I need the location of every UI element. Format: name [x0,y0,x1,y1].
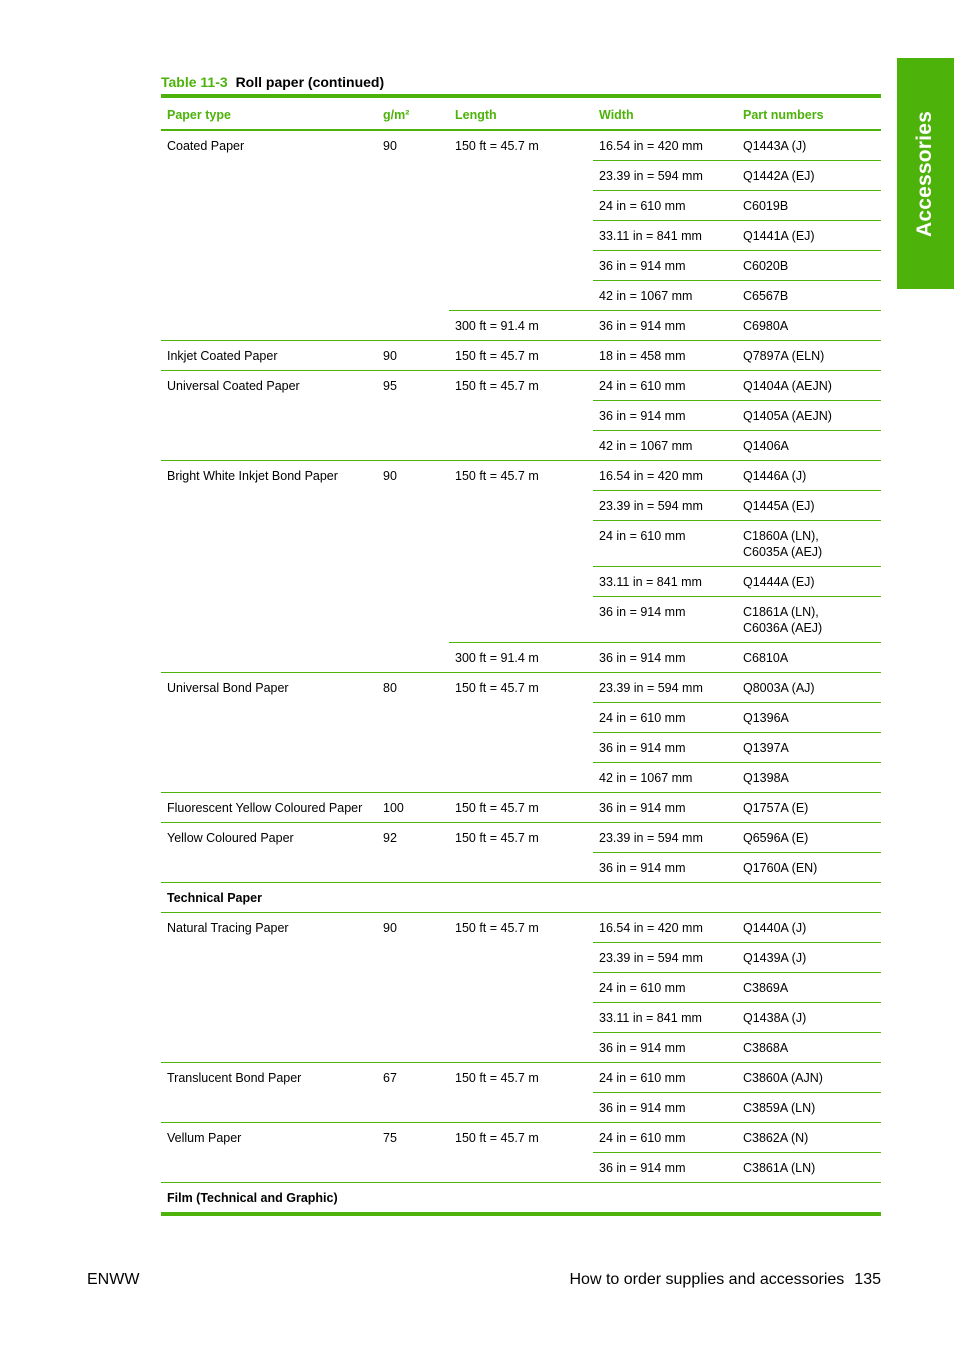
part-number-cell [737,490,881,520]
part-number: C6810A [743,650,789,665]
section-tab [897,58,954,289]
paper-type-cell: Inkjet Coated Paper [161,340,377,370]
part-number-cell [737,1032,881,1062]
part-number-cell [737,1122,881,1152]
part-number: Q1445A (EJ) [743,498,815,513]
table-row [161,822,881,852]
width-cell: 24 in = 610 mm [593,1062,737,1092]
part-number-cell [737,520,881,566]
part-number: C3861A (LN) [743,1160,816,1175]
length-cell: 150 ft = 45.7 m [449,912,593,1062]
part-number: C3869A [743,980,789,995]
length-cell: 300 ft = 91.4 m [449,642,593,672]
paper-type-cell: Universal Bond Paper [161,672,377,792]
part-number-cell [737,130,881,160]
width-cell: 33.11 in = 841 mm [593,1002,737,1032]
part-number: Q1446A (J) [743,468,807,483]
length-cell: 150 ft = 45.7 m [449,672,593,792]
width-cell: 42 in = 1067 mm [593,280,737,310]
table-row [161,130,881,160]
length-cell: 150 ft = 45.7 m [449,822,593,882]
part-number: Q1442A (EJ) [743,168,815,183]
section-row [161,1182,881,1212]
weight-cell: 90 [377,130,449,340]
weight-cell: 90 [377,460,449,672]
weight-cell: 75 [377,1122,449,1182]
part-number: Q1439A (J) [743,950,807,965]
width-cell: 24 in = 610 mm [593,702,737,732]
paper-type-cell: Natural Tracing Paper [161,912,377,1062]
width-cell: 24 in = 610 mm [593,370,737,400]
part-number-cell [737,1002,881,1032]
table-row [161,672,881,702]
part-number: Q1444A (EJ) [743,574,815,589]
part-number-cell [737,792,881,822]
part-number-cell [737,732,881,762]
part-number: C6567B [743,288,789,303]
paper-type-cell: Universal Coated Paper [161,370,377,460]
part-number-cell [737,250,881,280]
part-number-cell [737,340,881,370]
table-row [161,460,881,490]
part-number-cell [737,430,881,460]
length-cell: 150 ft = 45.7 m [449,792,593,822]
length-cell: 150 ft = 45.7 m [449,130,593,310]
width-cell: 36 in = 914 mm [593,310,737,340]
part-number-cell [737,460,881,490]
part-number: Q1440A (J) [743,920,807,935]
section-row [161,882,881,912]
paper-type-cell: Coated Paper [161,130,377,340]
weight-cell: 90 [377,340,449,370]
width-cell: 23.39 in = 594 mm [593,822,737,852]
width-cell: 36 in = 914 mm [593,1152,737,1182]
width-cell: 23.39 in = 594 mm [593,490,737,520]
table-row [161,340,881,370]
length-cell: 150 ft = 45.7 m [449,1122,593,1182]
table-title: Roll paper (continued) [235,74,385,90]
part-number-cell [737,370,881,400]
table-bottom-rule [161,1212,881,1216]
width-cell: 36 in = 914 mm [593,852,737,882]
length-cell: 300 ft = 91.4 m [449,310,593,340]
width-cell: 24 in = 610 mm [593,520,737,566]
part-number: Q1396A [743,710,789,725]
page-number: 135 [854,1271,881,1288]
part-number: Q1406A [743,438,789,453]
part-number: C3859A (LN) [743,1100,816,1115]
footer-right [569,1271,881,1289]
width-cell: 16.54 in = 420 mm [593,912,737,942]
part-number: Q6596A (E) [743,830,809,845]
width-cell: 23.39 in = 594 mm [593,160,737,190]
width-cell: 24 in = 610 mm [593,972,737,1002]
length-cell: 150 ft = 45.7 m [449,1062,593,1122]
weight-cell: 95 [377,370,449,460]
header-paper-type: Paper type [161,98,377,130]
header-part-numbers: Part numbers [737,98,881,130]
part-number: Q1443A (J) [743,139,807,153]
part-number: Q1757A (E) [743,800,809,815]
part-number: Q1405A (AEJN) [743,408,832,423]
part-number-cell [737,190,881,220]
part-number-cell [737,762,881,792]
part-number-cell [737,280,881,310]
width-cell: 42 in = 1067 mm [593,430,737,460]
part-number-cell [737,1152,881,1182]
part-number-cell [737,942,881,972]
part-number: C3868A [743,1040,789,1055]
weight-cell: 67 [377,1062,449,1122]
width-cell: 36 in = 914 mm [593,792,737,822]
part-number-cell [737,852,881,882]
part-number: C6020B [743,258,789,273]
table-row [161,370,881,400]
footer-chapter-title: How to order supplies and accessories [569,1271,845,1288]
width-cell: 23.39 in = 594 mm [593,672,737,702]
table-row [161,1062,881,1092]
length-cell: 150 ft = 45.7 m [449,340,593,370]
table-row [161,1122,881,1152]
part-number: Q1438A (J) [743,1010,807,1025]
width-cell: 36 in = 914 mm [593,400,737,430]
part-number-cell [737,1092,881,1122]
part-number: C3862A (N) [743,1130,809,1145]
paper-type-cell: Yellow Coloured Paper [161,822,377,882]
part-number: C6019B [743,198,789,213]
width-cell: 36 in = 914 mm [593,250,737,280]
part-number-cell [737,160,881,190]
part-number-cell [737,1062,881,1092]
width-cell: 33.11 in = 841 mm [593,220,737,250]
header-width: Width [593,98,737,130]
part-number-cell [737,596,881,642]
roll-paper-table [161,94,881,1216]
part-number: Q1404A (AEJN) [743,378,832,393]
part-number-cell [737,310,881,340]
footer-left: ENWW [87,1271,140,1288]
table-header-row [161,98,881,130]
part-number-cell [737,642,881,672]
part-number: Q7897A (ELN) [743,348,825,363]
width-cell: 36 in = 914 mm [593,732,737,762]
weight-cell: 90 [377,912,449,1062]
width-cell: 36 in = 914 mm [593,1092,737,1122]
length-cell: 150 ft = 45.7 m [449,460,593,642]
part-number-cell [737,822,881,852]
part-number-cell [737,912,881,942]
part-number-cell [737,702,881,732]
paper-type-cell: Bright White Inkjet Bond Paper [161,460,377,672]
weight-cell: 80 [377,672,449,792]
part-number: Q1398A [743,770,789,785]
width-cell: 18 in = 458 mm [593,340,737,370]
part-number-secondary: C6036A (AEJ) [743,620,823,635]
section-heading: Technical Paper [161,882,881,912]
header-length: Length [449,98,593,130]
width-cell: 42 in = 1067 mm [593,762,737,792]
table-row [161,912,881,942]
weight-cell: 92 [377,822,449,882]
width-cell: 36 in = 914 mm [593,596,737,642]
length-cell: 150 ft = 45.7 m [449,370,593,460]
width-cell: 24 in = 610 mm [593,1122,737,1152]
weight-cell: 100 [377,792,449,822]
part-number-secondary: C6035A (AEJ) [743,544,823,559]
part-number-cell [737,220,881,250]
part-number: Q1397A [743,740,789,755]
width-cell: 24 in = 610 mm [593,190,737,220]
section-tab-label: Accessories [913,111,936,237]
part-number: C1860A (LN), [743,528,819,543]
width-cell: 16.54 in = 420 mm [593,130,737,160]
width-cell: 36 in = 914 mm [593,1032,737,1062]
section-heading: Film (Technical and Graphic) [167,1190,338,1205]
table-row [161,792,881,822]
part-number: C1861A (LN), [743,604,819,619]
part-number-cell [737,566,881,596]
width-cell: 16.54 in = 420 mm [593,460,737,490]
width-cell: 23.39 in = 594 mm [593,942,737,972]
width-cell: 33.11 in = 841 mm [593,566,737,596]
part-number: Q1441A (EJ) [743,228,815,243]
paper-type-cell: Translucent Bond Paper [161,1062,377,1122]
table-number: Table 11-3 [161,74,228,90]
part-number-cell [737,972,881,1002]
paper-type-cell: Vellum Paper [161,1122,377,1182]
part-number-cell [737,400,881,430]
table-caption [161,74,384,90]
width-cell: 36 in = 914 mm [593,642,737,672]
part-number: C3860A (AJN) [743,1070,823,1085]
paper-type-cell: Fluorescent Yellow Coloured Paper [161,792,377,822]
part-number-cell [737,672,881,702]
part-number: C6980A [743,318,789,333]
header-weight: g/m² [377,98,449,130]
part-number: Q8003A (AJ) [743,680,815,695]
part-number: Q1760A (EN) [743,860,818,875]
